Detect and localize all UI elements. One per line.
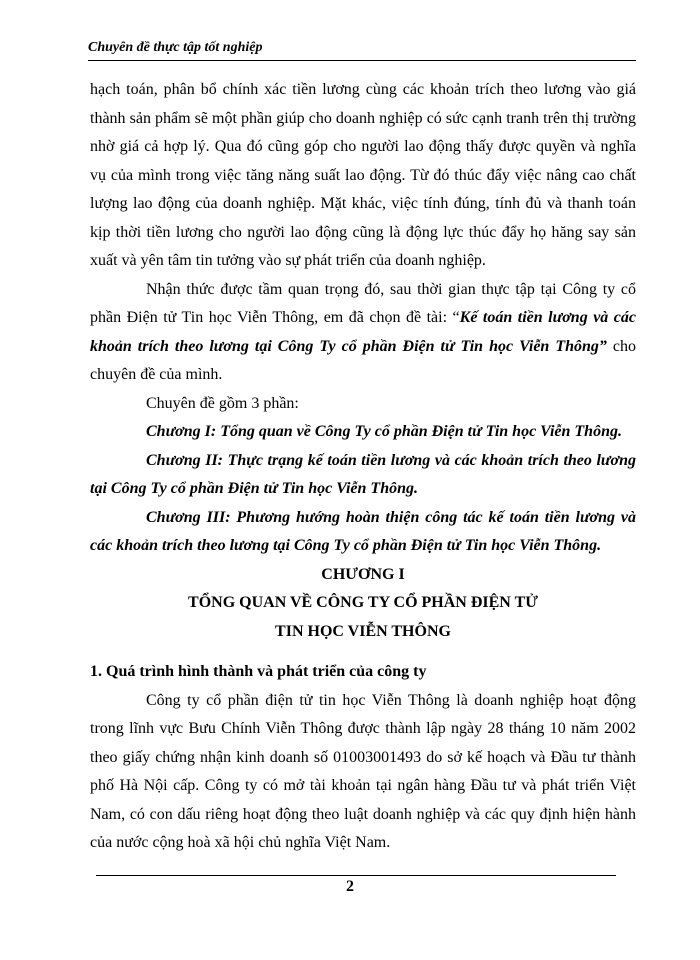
page-body xyxy=(90,76,636,858)
topic-lead-text: Nhận thức được tầm quan trọng đó, sau thời gian thực tập tại Công ty cổ phần Điện tử Tin học Viễn Thông, em đã chọn đề tài: “ xyxy=(90,280,636,326)
chapter-3-summary: Chương III: Phương hướng hoàn thiện công tác kế toán tiền lương và các khoản trích theo lương tại Công Ty cổ phần Điện tử Tin học Viễn Thông. xyxy=(90,508,636,554)
chapter-2-summary: Chương II: Thực trạng kế toán tiền lương và các khoản trích theo lương tại Công Ty cổ phần Điện tử Tin học Viễn Thông. xyxy=(90,451,636,497)
chapter-label: CHƯƠNG I xyxy=(321,565,405,583)
footer-divider xyxy=(96,875,616,876)
paragraph-intro-continued: hạch toán, phân bổ chính xác tiền lương cùng các khoản trích theo lương vào giá thành sản phẩm sẽ một phần giúp cho doanh nghiệp có sức cạnh tranh trên thị trường nhờ giá cả hợp lý. Qua đó cũng góp cho người lao động thấy được quyền và nghĩa vụ của mình trong việc tăng năng suất lao động. Từ đó thúc đẩy việc nâng cao chất lượng lao động của doanh nghiệp. Mặt khác, việc tính đúng, tính đủ và thanh toán kịp thời tiền lương cho người lao động cũng là động lực thúc đẩy họ hăng say sản xuất và yên tâm tin tưởng vào sự phát triển của doanh nghiệp. xyxy=(90,81,636,269)
page-header xyxy=(88,40,636,61)
chapter-1-summary: Chương I: Tổng quan về Công Ty cổ phần Điện tử Tin học Viễn Thông. xyxy=(146,423,622,440)
page-number: 2 xyxy=(346,878,354,895)
header-title: Chuyên đề thực tập tốt nghiệp xyxy=(88,40,263,55)
section-heading: 1. Quá trình hình thành và phát triển của công ty xyxy=(90,663,427,680)
topic-title: Kế toán tiền lương và các khoản trích theo lương tại Công Ty cổ phần Điện tử Tin học Viễn Thông” xyxy=(90,309,637,355)
chapter-title-line-1: TỔNG QUAN VỀ CÔNG TY CỔ PHẦN ĐIỆN TỬ xyxy=(188,594,538,611)
paragraph-topic xyxy=(90,276,636,390)
paragraph-structure: Chuyên đề gồm 3 phần: xyxy=(146,394,299,412)
section-body: Công ty cổ phần điện tử tin học Viễn Thông là doanh nghiệp hoạt động trong lĩnh vực Bưu Chính Viễn Thông được thành lập ngày 28 tháng 10 năm 2002 theo giấy chứng nhận kinh doanh số 01003001493 do sở kế hoạch và Đầu tư thành phố Hà Nội cấp. Công ty có mở tài khoản tại ngân hàng Đầu tư và phát triển Việt Nam, có con dấu riêng hoạt động theo luật doanh nghiệp và các quy định hiện hành của nước cộng hoà xã hội chủ nghĩa Việt Nam. xyxy=(90,691,636,851)
topic-trail-text: cho chuyên đề của mình. xyxy=(90,337,636,383)
chapter-title-line-2: TIN HỌC VIỄN THÔNG xyxy=(275,622,451,640)
